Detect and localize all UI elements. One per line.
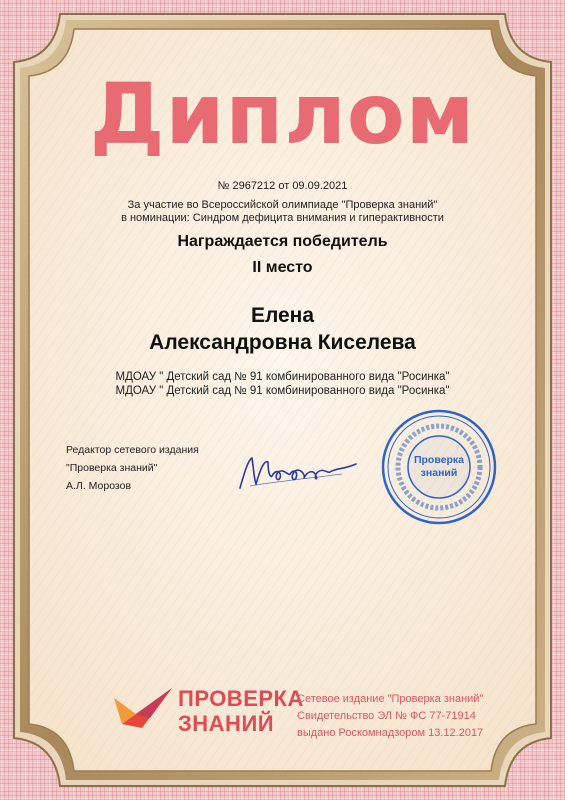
logo-text: ПРОВЕРКА bbox=[178, 686, 304, 711]
seal-text: Проверка bbox=[413, 454, 465, 466]
seal-text: знаний bbox=[420, 467, 458, 479]
organization-line: МДОАУ " Детский сад № 91 комбинированного вида "Росинка" bbox=[115, 371, 450, 383]
editor-publication: "Проверка знаний" bbox=[66, 462, 158, 474]
diploma-number: № 2967212 от 09.09.2021 bbox=[217, 180, 348, 192]
seal-stamp bbox=[380, 408, 498, 526]
recipient-first-name: Елена bbox=[250, 304, 315, 327]
footer-issued: выдано Роскомнадзором 13.12.2017 bbox=[297, 727, 484, 739]
logo-icon bbox=[112, 684, 174, 732]
footer-publication: Сетевое издание "Проверка знаний" bbox=[297, 693, 484, 705]
awarded-heading: Награждается победитель bbox=[177, 233, 388, 250]
nomination-text: в номинации: Синдром дефицита внимания и гиперактивности bbox=[121, 212, 444, 224]
diploma-title: Диплом bbox=[89, 65, 476, 163]
organization-line: МДОАУ " Детский сад № 91 комбинированного вида "Росинка" bbox=[115, 385, 450, 397]
logo-text: ЗНАНИЙ bbox=[178, 711, 275, 736]
recipient-full-name: Александровна Киселева bbox=[149, 331, 416, 354]
signature-image bbox=[232, 448, 372, 496]
editor-name: А.Л. Морозов bbox=[66, 480, 132, 492]
footer-certificate: Свидетельство ЭЛ № ФС 77-71914 bbox=[297, 710, 476, 722]
place-heading: II место bbox=[252, 259, 313, 276]
editor-role: Редактор сетевого издания bbox=[66, 444, 199, 456]
participation-text: За участие во Всероссийской олимпиаде "Проверка знаний" bbox=[127, 199, 438, 211]
